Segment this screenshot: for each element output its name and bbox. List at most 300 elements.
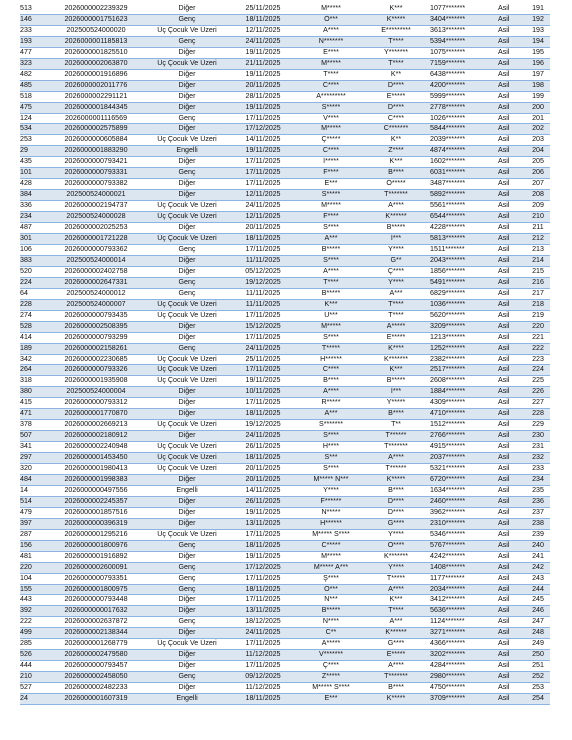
surname-cell: K*** bbox=[368, 157, 424, 168]
row-no-cell: 475 bbox=[20, 102, 50, 113]
date-cell: 24/11/2025 bbox=[232, 343, 294, 354]
rank-cell: 251 bbox=[526, 661, 550, 672]
category-cell: Üç Çocuk Ve Üzeri bbox=[142, 135, 232, 146]
application-id-cell: 2026000002508395 bbox=[50, 321, 142, 332]
rank-cell: 227 bbox=[526, 398, 550, 409]
date-cell: 17/11/2025 bbox=[232, 179, 294, 190]
row-no-cell: 397 bbox=[20, 518, 50, 529]
application-id-cell: 202500524000014 bbox=[50, 255, 142, 266]
status-cell: Asil bbox=[494, 299, 526, 310]
status-cell: Asil bbox=[494, 562, 526, 573]
date-cell: 12/11/2025 bbox=[232, 212, 294, 223]
name-cell: M***** bbox=[294, 201, 368, 212]
name-cell: S**** bbox=[294, 255, 368, 266]
application-id-cell: 2026000001980413 bbox=[50, 464, 142, 475]
name-cell: A**** bbox=[294, 387, 368, 398]
tc-cell: 4750******* bbox=[424, 683, 494, 694]
name-cell: Y**** bbox=[294, 485, 368, 496]
application-id-cell: 2026000000793362 bbox=[50, 244, 142, 255]
category-cell: Genç bbox=[142, 672, 232, 683]
date-cell: 17/11/2025 bbox=[232, 573, 294, 584]
category-cell: Üç Çocuk Ve Üzeri bbox=[142, 58, 232, 69]
status-cell: Asil bbox=[494, 343, 526, 354]
status-cell: Asil bbox=[494, 540, 526, 551]
name-cell: F**** bbox=[294, 168, 368, 179]
table-row bbox=[20, 299, 550, 310]
tc-cell: 2778******* bbox=[424, 102, 494, 113]
rank-cell: 253 bbox=[526, 683, 550, 694]
row-no-cell: 513 bbox=[20, 4, 50, 14]
date-cell: 19/11/2025 bbox=[232, 507, 294, 518]
surname-cell: T**** bbox=[368, 58, 424, 69]
date-cell: 19/11/2025 bbox=[232, 376, 294, 387]
row-no-cell: 323 bbox=[20, 58, 50, 69]
name-cell: E**** bbox=[294, 47, 368, 58]
date-cell: 13/11/2025 bbox=[232, 606, 294, 617]
rank-cell: 223 bbox=[526, 354, 550, 365]
surname-cell: Y**** bbox=[368, 244, 424, 255]
application-id-cell: 2026000000793421 bbox=[50, 157, 142, 168]
rank-cell: 191 bbox=[526, 4, 550, 14]
row-no-cell: 264 bbox=[20, 365, 50, 376]
row-no-cell: 301 bbox=[20, 234, 50, 245]
row-no-cell: 520 bbox=[20, 266, 50, 277]
rank-cell: 230 bbox=[526, 431, 550, 442]
table-row bbox=[20, 14, 550, 25]
application-id-cell: 2026000001770870 bbox=[50, 409, 142, 420]
category-cell: Üç Çocuk Ve Üzeri bbox=[142, 639, 232, 650]
tc-cell: 1124******* bbox=[424, 617, 494, 628]
tc-cell: 2382******* bbox=[424, 354, 494, 365]
table-row bbox=[20, 683, 550, 694]
date-cell: 19/11/2025 bbox=[232, 47, 294, 58]
application-id-cell: 2026000002600091 bbox=[50, 562, 142, 573]
name-cell: T**** bbox=[294, 69, 368, 80]
row-no-cell: 155 bbox=[20, 584, 50, 595]
tc-cell: 5999******* bbox=[424, 91, 494, 102]
surname-cell: K****** bbox=[368, 628, 424, 639]
table-row bbox=[20, 288, 550, 299]
date-cell: 17/11/2025 bbox=[232, 365, 294, 376]
name-cell: B***** bbox=[294, 244, 368, 255]
table-row bbox=[20, 529, 550, 540]
application-id-cell: 2026000002194737 bbox=[50, 201, 142, 212]
name-cell: Ç**** bbox=[294, 661, 368, 672]
date-cell: 18/11/2025 bbox=[232, 409, 294, 420]
name-cell: M***** S**** bbox=[294, 683, 368, 694]
status-cell: Asil bbox=[494, 661, 526, 672]
application-id-cell: 2026000000793382 bbox=[50, 179, 142, 190]
name-cell: A**** bbox=[294, 25, 368, 36]
table-row bbox=[20, 179, 550, 190]
row-no-cell: 285 bbox=[20, 639, 50, 650]
date-cell: 19/12/2025 bbox=[232, 277, 294, 288]
status-cell: Asil bbox=[494, 321, 526, 332]
date-cell: 24/11/2025 bbox=[232, 628, 294, 639]
application-id-cell: 2026000001844345 bbox=[50, 102, 142, 113]
tc-cell: 4242******* bbox=[424, 551, 494, 562]
surname-cell: A**** bbox=[368, 201, 424, 212]
surname-cell: D**** bbox=[368, 496, 424, 507]
category-cell: Genç bbox=[142, 113, 232, 124]
category-cell: Genç bbox=[142, 617, 232, 628]
status-cell: Asil bbox=[494, 507, 526, 518]
table-row bbox=[20, 310, 550, 321]
name-cell: İ***** bbox=[294, 157, 368, 168]
name-cell: K*** bbox=[294, 299, 368, 310]
rank-cell: 218 bbox=[526, 299, 550, 310]
table-row bbox=[20, 91, 550, 102]
date-cell: 18/11/2025 bbox=[232, 584, 294, 595]
tc-cell: 3709******* bbox=[424, 694, 494, 705]
status-cell: Asil bbox=[494, 420, 526, 431]
status-cell: Asil bbox=[494, 529, 526, 540]
name-cell: Z***** bbox=[294, 672, 368, 683]
tc-cell: 6031******* bbox=[424, 168, 494, 179]
date-cell: 11/12/2025 bbox=[232, 683, 294, 694]
tc-cell: 5561******* bbox=[424, 201, 494, 212]
table-row bbox=[20, 69, 550, 80]
status-cell: Asil bbox=[494, 36, 526, 47]
table-row bbox=[20, 4, 550, 14]
date-cell: 17/11/2025 bbox=[232, 661, 294, 672]
category-cell: Diğer bbox=[142, 507, 232, 518]
application-id-cell: 2026000001116569 bbox=[50, 113, 142, 124]
table-row bbox=[20, 540, 550, 551]
application-id-cell: 2026000002647331 bbox=[50, 277, 142, 288]
table-row bbox=[20, 409, 550, 420]
tc-cell: 5321******* bbox=[424, 464, 494, 475]
tc-cell: 3487******* bbox=[424, 179, 494, 190]
category-cell: Diğer bbox=[142, 179, 232, 190]
name-cell: H**** bbox=[294, 442, 368, 453]
surname-cell: A*** bbox=[368, 617, 424, 628]
category-cell: Diğer bbox=[142, 409, 232, 420]
application-id-cell: 2026000002240948 bbox=[50, 442, 142, 453]
application-id-cell: 2026000000793448 bbox=[50, 595, 142, 606]
rank-cell: 209 bbox=[526, 201, 550, 212]
surname-cell: D**** bbox=[368, 102, 424, 113]
table-row bbox=[20, 146, 550, 157]
name-cell: S**** bbox=[294, 431, 368, 442]
application-id-cell: 2026000000793351 bbox=[50, 573, 142, 584]
name-cell: B***** bbox=[294, 606, 368, 617]
name-cell: A*** bbox=[294, 409, 368, 420]
rank-cell: 194 bbox=[526, 36, 550, 47]
name-cell: S**** bbox=[294, 223, 368, 234]
row-no-cell: 233 bbox=[20, 25, 50, 36]
date-cell: 28/11/2025 bbox=[232, 91, 294, 102]
category-cell: Üç Çocuk Ve Üzeri bbox=[142, 365, 232, 376]
row-no-cell: 106 bbox=[20, 244, 50, 255]
table-row bbox=[20, 672, 550, 683]
application-id-cell: 2026000001800976 bbox=[50, 540, 142, 551]
tc-cell: 2766******* bbox=[424, 431, 494, 442]
name-cell: M***** bbox=[294, 4, 368, 14]
name-cell: S**** bbox=[294, 332, 368, 343]
status-cell: Asil bbox=[494, 179, 526, 190]
application-id-cell: 202500524000028 bbox=[50, 212, 142, 223]
rank-cell: 225 bbox=[526, 376, 550, 387]
status-cell: Asil bbox=[494, 628, 526, 639]
row-no-cell: 485 bbox=[20, 80, 50, 91]
status-cell: Asil bbox=[494, 584, 526, 595]
category-cell: Üç Çocuk Ve Üzeri bbox=[142, 212, 232, 223]
tc-cell: 2034******* bbox=[424, 584, 494, 595]
surname-cell: Y**** bbox=[368, 562, 424, 573]
date-cell: 13/11/2025 bbox=[232, 518, 294, 529]
rank-cell: 192 bbox=[526, 14, 550, 25]
tc-cell: 3962******* bbox=[424, 507, 494, 518]
rank-cell: 238 bbox=[526, 518, 550, 529]
name-cell: N**** bbox=[294, 617, 368, 628]
surname-cell: K***** bbox=[368, 694, 424, 705]
name-cell: M***** bbox=[294, 58, 368, 69]
status-cell: Asil bbox=[494, 212, 526, 223]
surname-cell: T****** bbox=[368, 431, 424, 442]
table-row bbox=[20, 102, 550, 113]
category-cell: Üç Çocuk Ve Üzeri bbox=[142, 354, 232, 365]
date-cell: 24/11/2025 bbox=[232, 201, 294, 212]
surname-cell: O**** bbox=[368, 540, 424, 551]
table-body bbox=[20, 4, 550, 705]
category-cell: Genç bbox=[142, 288, 232, 299]
row-no-cell: 297 bbox=[20, 453, 50, 464]
row-no-cell: 24 bbox=[20, 694, 50, 705]
rank-cell: 196 bbox=[526, 58, 550, 69]
rank-cell: 212 bbox=[526, 234, 550, 245]
surname-cell: K**** bbox=[368, 343, 424, 354]
status-cell: Asil bbox=[494, 25, 526, 36]
row-no-cell: 435 bbox=[20, 157, 50, 168]
status-cell: Asil bbox=[494, 496, 526, 507]
surname-cell: T**** bbox=[368, 299, 424, 310]
category-cell: Genç bbox=[142, 168, 232, 179]
surname-cell: K***** bbox=[368, 474, 424, 485]
table-row bbox=[20, 201, 550, 212]
date-cell: 17/11/2025 bbox=[232, 113, 294, 124]
date-cell: 12/11/2025 bbox=[232, 190, 294, 201]
rank-cell: 250 bbox=[526, 650, 550, 661]
category-cell: Üç Çocuk Ve Üzeri bbox=[142, 442, 232, 453]
name-cell: R***** bbox=[294, 398, 368, 409]
status-cell: Asil bbox=[494, 80, 526, 91]
category-cell: Diğer bbox=[142, 255, 232, 266]
category-cell: Diğer bbox=[142, 595, 232, 606]
surname-cell: T****** bbox=[368, 464, 424, 475]
table-row bbox=[20, 398, 550, 409]
row-no-cell: 101 bbox=[20, 168, 50, 179]
name-cell: F****** bbox=[294, 496, 368, 507]
row-no-cell: 414 bbox=[20, 332, 50, 343]
rank-cell: 195 bbox=[526, 47, 550, 58]
row-no-cell: 471 bbox=[20, 409, 50, 420]
category-cell: Diğer bbox=[142, 387, 232, 398]
date-cell: 20/11/2025 bbox=[232, 474, 294, 485]
table-row bbox=[20, 639, 550, 650]
surname-cell: T******* bbox=[368, 442, 424, 453]
application-id-cell: 2026000002245357 bbox=[50, 496, 142, 507]
name-cell: H****** bbox=[294, 354, 368, 365]
date-cell: 26/11/2025 bbox=[232, 496, 294, 507]
status-cell: Asil bbox=[494, 518, 526, 529]
application-id-cell: 2026000000793457 bbox=[50, 661, 142, 672]
rank-cell: 226 bbox=[526, 387, 550, 398]
category-cell: Genç bbox=[142, 540, 232, 551]
surname-cell: D**** bbox=[368, 507, 424, 518]
status-cell: Asil bbox=[494, 146, 526, 157]
rank-cell: 234 bbox=[526, 474, 550, 485]
application-id-cell: 2026000002458050 bbox=[50, 672, 142, 683]
table-row bbox=[20, 277, 550, 288]
category-cell: Diğer bbox=[142, 332, 232, 343]
date-cell: 17/11/2025 bbox=[232, 168, 294, 179]
application-id-cell: 2026000001185813 bbox=[50, 36, 142, 47]
table-row bbox=[20, 628, 550, 639]
application-id-cell: 202500524000012 bbox=[50, 288, 142, 299]
date-cell: 17/11/2025 bbox=[232, 332, 294, 343]
table-row bbox=[20, 573, 550, 584]
row-no-cell: 484 bbox=[20, 474, 50, 485]
date-cell: 25/11/2025 bbox=[232, 4, 294, 14]
rank-cell: 197 bbox=[526, 69, 550, 80]
rank-cell: 229 bbox=[526, 420, 550, 431]
surname-cell: İ*** bbox=[368, 234, 424, 245]
surname-cell: T**** bbox=[368, 606, 424, 617]
category-cell: Genç bbox=[142, 14, 232, 25]
surname-cell: K** bbox=[368, 135, 424, 146]
row-no-cell: 220 bbox=[20, 562, 50, 573]
rank-cell: 216 bbox=[526, 277, 550, 288]
table-row bbox=[20, 551, 550, 562]
date-cell: 10/11/2025 bbox=[232, 387, 294, 398]
table-row bbox=[20, 36, 550, 47]
rank-cell: 208 bbox=[526, 190, 550, 201]
tc-cell: 1511******* bbox=[424, 244, 494, 255]
tc-cell: 2043******* bbox=[424, 255, 494, 266]
rank-cell: 214 bbox=[526, 255, 550, 266]
application-id-cell: 2026000002291121 bbox=[50, 91, 142, 102]
table-row bbox=[20, 584, 550, 595]
surname-cell: K******* bbox=[368, 354, 424, 365]
date-cell: 20/11/2025 bbox=[232, 464, 294, 475]
row-no-cell: 234 bbox=[20, 212, 50, 223]
row-no-cell: 210 bbox=[20, 672, 50, 683]
row-no-cell: 146 bbox=[20, 14, 50, 25]
surname-cell: A*** bbox=[368, 288, 424, 299]
row-no-cell: 482 bbox=[20, 69, 50, 80]
status-cell: Asil bbox=[494, 354, 526, 365]
date-cell: 17/11/2025 bbox=[232, 595, 294, 606]
rank-cell: 249 bbox=[526, 639, 550, 650]
tc-cell: 2310******* bbox=[424, 518, 494, 529]
rank-cell: 219 bbox=[526, 310, 550, 321]
date-cell: 18/12/2025 bbox=[232, 617, 294, 628]
tc-cell: 3613******* bbox=[424, 25, 494, 36]
row-no-cell: 528 bbox=[20, 321, 50, 332]
table-row bbox=[20, 606, 550, 617]
application-id-cell: 2026000002482233 bbox=[50, 683, 142, 694]
results-table bbox=[20, 4, 550, 705]
date-cell: 11/12/2025 bbox=[232, 650, 294, 661]
table-row bbox=[20, 190, 550, 201]
application-id-cell: 2026000000497556 bbox=[50, 485, 142, 496]
table-row bbox=[20, 376, 550, 387]
application-id-cell: 2026000002230685 bbox=[50, 354, 142, 365]
rank-cell: 240 bbox=[526, 540, 550, 551]
date-cell: 17/11/2025 bbox=[232, 639, 294, 650]
application-id-cell: 2026000001607319 bbox=[50, 694, 142, 705]
application-id-cell: 2026000002158261 bbox=[50, 343, 142, 354]
date-cell: 05/12/2025 bbox=[232, 266, 294, 277]
row-no-cell: 189 bbox=[20, 343, 50, 354]
row-no-cell: 342 bbox=[20, 354, 50, 365]
surname-cell: K** bbox=[368, 69, 424, 80]
application-id-cell: 2026000002637872 bbox=[50, 617, 142, 628]
row-no-cell: 378 bbox=[20, 420, 50, 431]
table-row bbox=[20, 212, 550, 223]
tc-cell: 4710******* bbox=[424, 409, 494, 420]
tc-cell: 4200******* bbox=[424, 80, 494, 91]
surname-cell: B**** bbox=[368, 683, 424, 694]
status-cell: Asil bbox=[494, 672, 526, 683]
application-id-cell: 2026000002479580 bbox=[50, 650, 142, 661]
category-cell: Diğer bbox=[142, 190, 232, 201]
date-cell: 17/12/2025 bbox=[232, 124, 294, 135]
category-cell: Diğer bbox=[142, 69, 232, 80]
row-no-cell: 104 bbox=[20, 573, 50, 584]
surname-cell: C**** bbox=[368, 113, 424, 124]
name-cell: A***** bbox=[294, 639, 368, 650]
application-id-cell: 2026000001998383 bbox=[50, 474, 142, 485]
name-cell: M***** A*** bbox=[294, 562, 368, 573]
surname-cell: Z**** bbox=[368, 146, 424, 157]
status-cell: Asil bbox=[494, 387, 526, 398]
name-cell: M***** bbox=[294, 321, 368, 332]
name-cell: O*** bbox=[294, 584, 368, 595]
date-cell: 11/11/2025 bbox=[232, 288, 294, 299]
date-cell: 24/11/2025 bbox=[232, 431, 294, 442]
status-cell: Asil bbox=[494, 4, 526, 14]
status-cell: Asil bbox=[494, 639, 526, 650]
category-cell: Diğer bbox=[142, 496, 232, 507]
tc-cell: 2517******* bbox=[424, 365, 494, 376]
status-cell: Asil bbox=[494, 595, 526, 606]
surname-cell: A**** bbox=[368, 661, 424, 672]
application-id-cell: 2026000001800975 bbox=[50, 584, 142, 595]
category-cell: Diğer bbox=[142, 47, 232, 58]
surname-cell: Ö***** bbox=[368, 179, 424, 190]
category-cell: Üç Çocuk Ve Üzeri bbox=[142, 25, 232, 36]
tc-cell: 1408******* bbox=[424, 562, 494, 573]
rank-cell: 252 bbox=[526, 672, 550, 683]
tc-cell: 2039******* bbox=[424, 135, 494, 146]
category-cell: Diğer bbox=[142, 518, 232, 529]
tc-cell: 2980******* bbox=[424, 672, 494, 683]
application-id-cell: 2026000000017632 bbox=[50, 606, 142, 617]
surname-cell: İ*** bbox=[368, 387, 424, 398]
application-id-cell: 2026000002239329 bbox=[50, 4, 142, 14]
category-cell: Diğer bbox=[142, 628, 232, 639]
application-id-cell: 2026000000605884 bbox=[50, 135, 142, 146]
surname-cell: G** bbox=[368, 255, 424, 266]
row-no-cell: 320 bbox=[20, 464, 50, 475]
table-row bbox=[20, 266, 550, 277]
name-cell: N******* bbox=[294, 36, 368, 47]
table-row bbox=[20, 58, 550, 69]
tc-cell: 1512******* bbox=[424, 420, 494, 431]
table-row bbox=[20, 442, 550, 453]
